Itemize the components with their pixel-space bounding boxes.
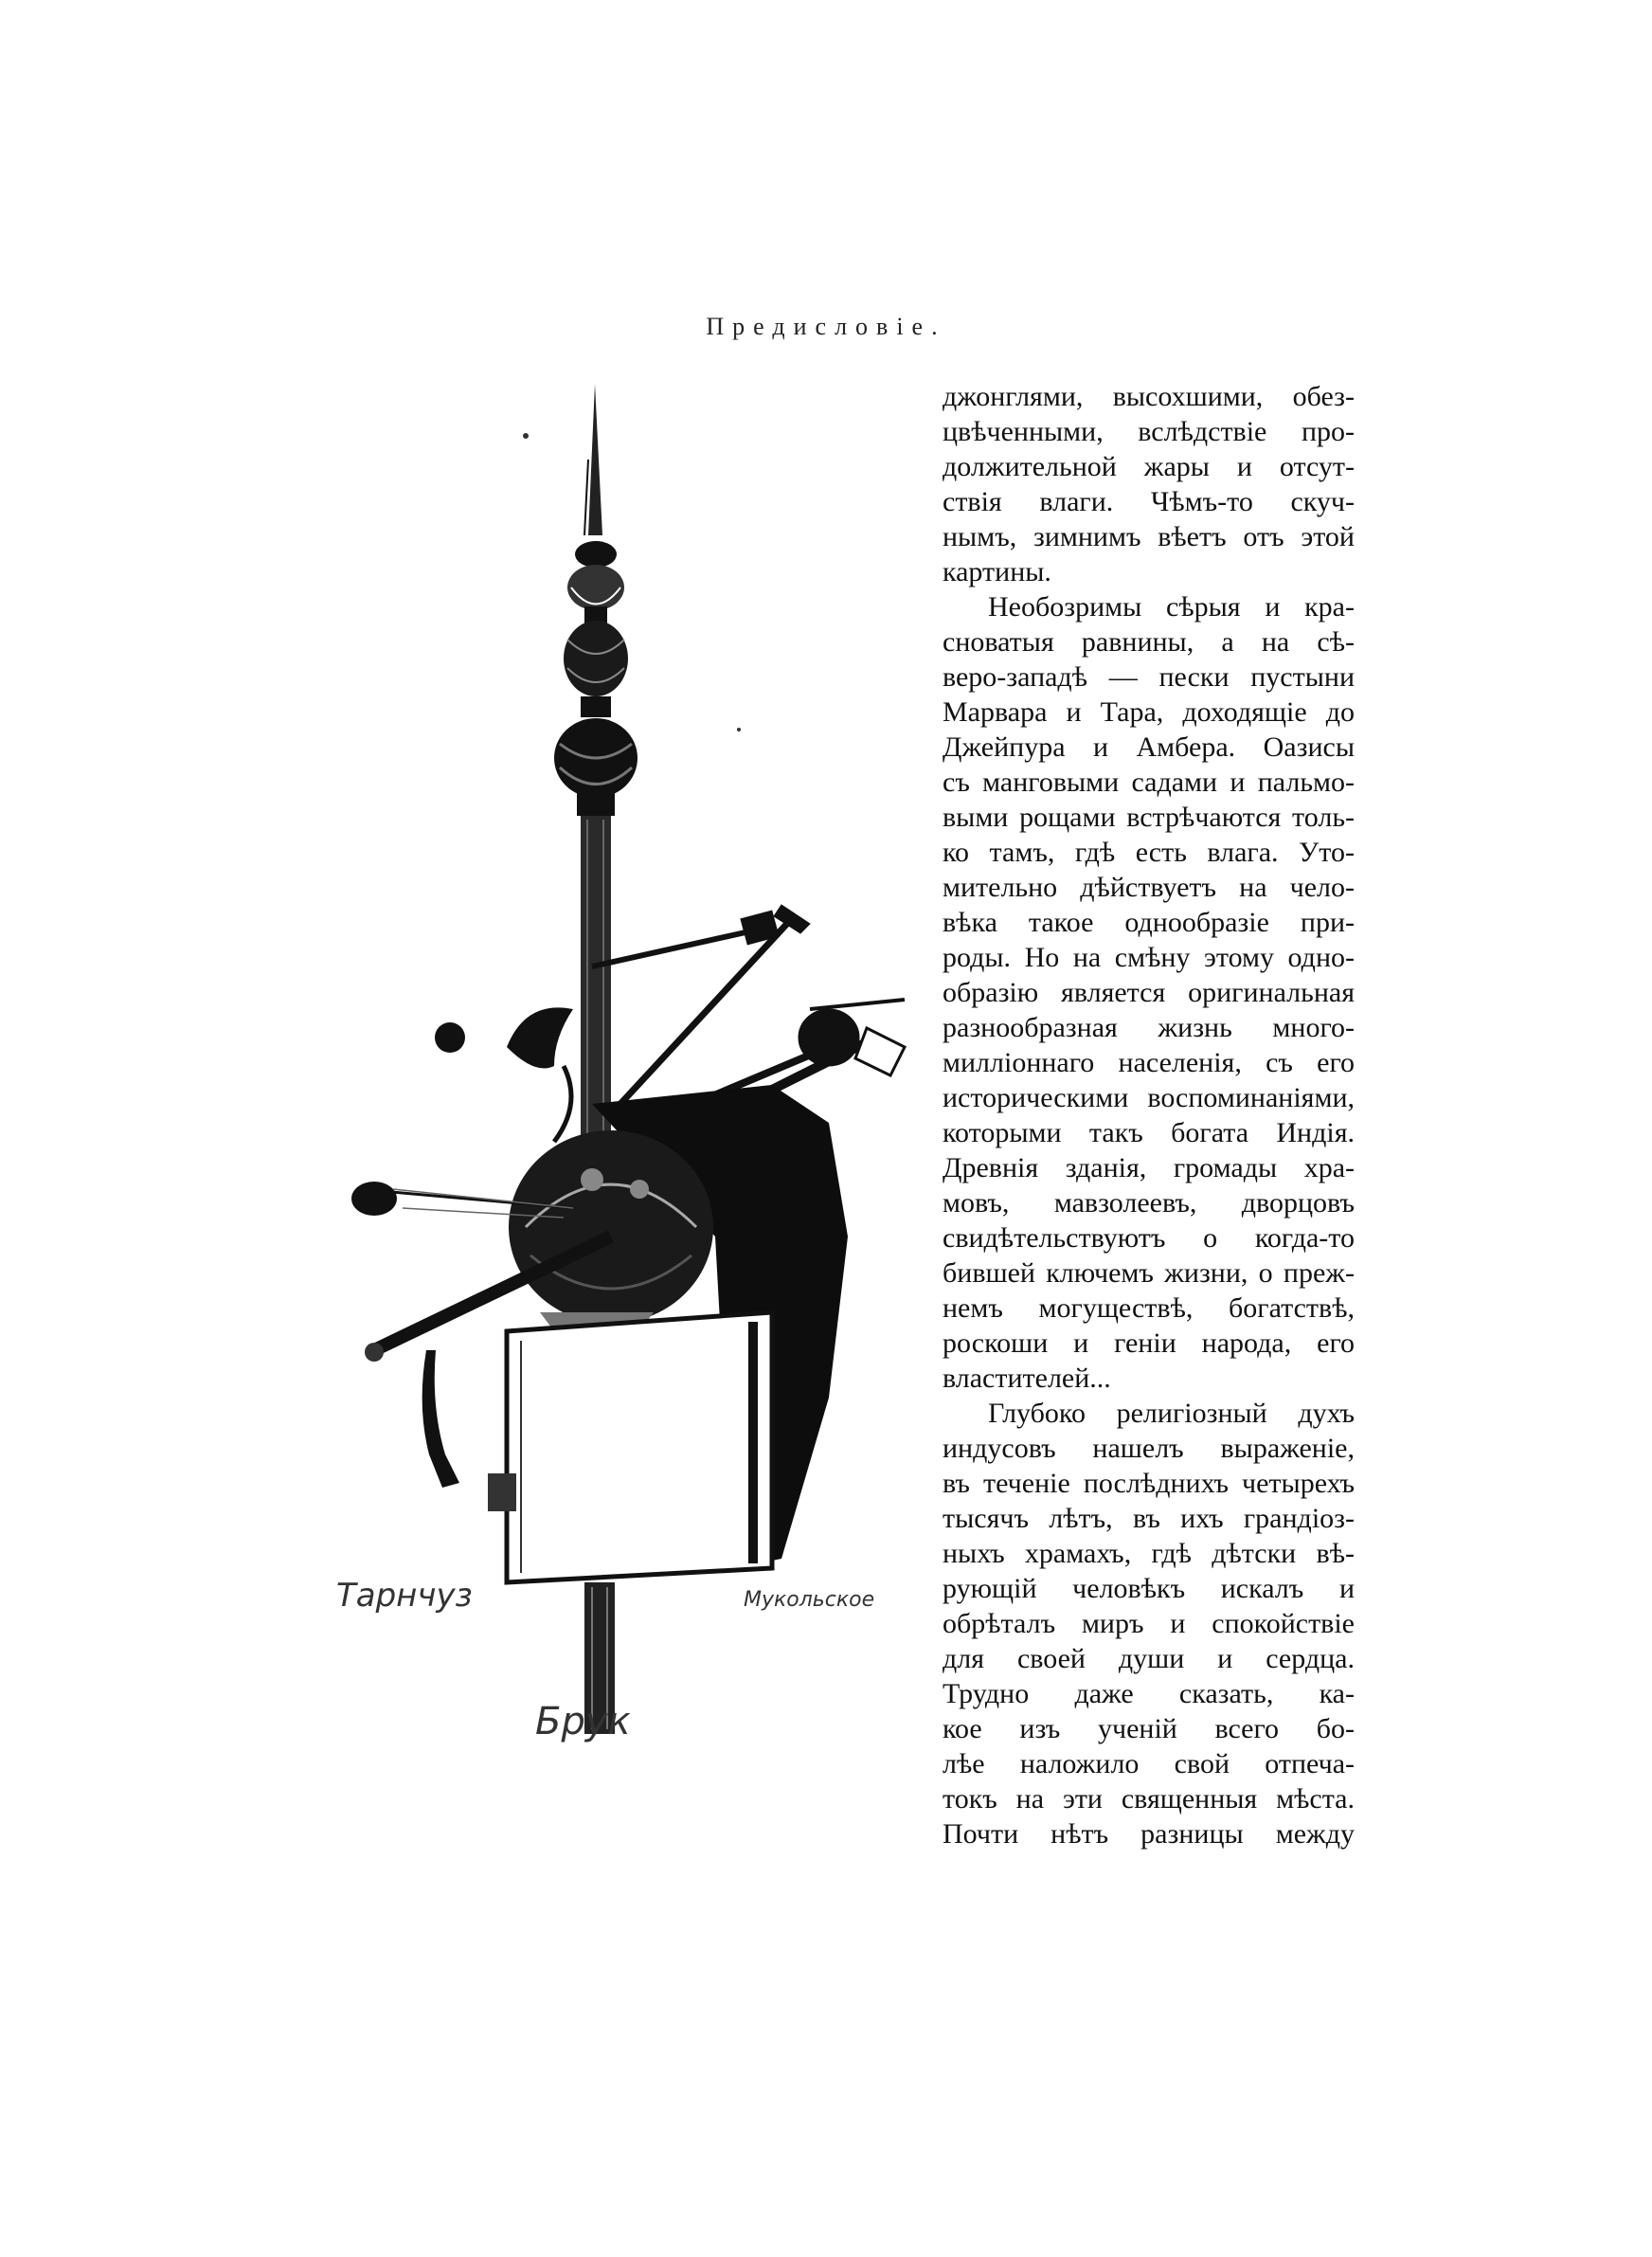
text-line: ныхъ храмахъ, гдѣ дѣтски вѣ- [943,1538,1355,1569]
text-line: разнообразная жизнь много- [943,1012,1355,1043]
axe-icon [435,1007,573,1142]
signature-right: Мукольское [744,1588,875,1612]
indian-weapons-trophy-illustration [336,384,943,1810]
text-line: должительной жары и отсут- [943,451,1355,482]
text-line: Джейпура и Амбера. Оазисы [943,731,1355,763]
text-line: властителей... [943,1363,1111,1394]
text-line: джонглями, высохшими, обез- [943,381,1355,412]
quiver-panel-icon [488,1312,772,1582]
shield-icon [509,1130,713,1324]
signature-left: Тарнчуз [336,1577,473,1615]
paragraph-1 [943,379,1355,589]
text-line: мительно дѣйствуетъ на чело- [943,872,1355,903]
text-line: вѣка такое однообразіе при- [943,907,1355,938]
text-line: нымъ, зимнимъ вѣетъ отъ этой [943,521,1355,552]
text-line: милліоннаго населенія, съ его [943,1047,1355,1078]
text-line: веро-западѣ — пески пустыни [943,661,1355,693]
text-line: ко тамъ, гдѣ есть влага. Уто- [943,837,1355,868]
text-line: роскоши и геніи народа, его [943,1327,1355,1359]
body-text-column [943,379,1355,1851]
text-line: образію является оригинальная [943,977,1355,1008]
text-line: Марвара и Тара, доходящіе до [943,696,1355,728]
tassel-icon [422,1350,459,1488]
text-line: историческими воспоминаніями, [943,1082,1355,1113]
text-line: мовъ, мавзолеевъ, дворцовъ [943,1187,1355,1219]
text-line: бившей ключемъ жизни, о преж- [943,1257,1355,1289]
text-line: Почти нѣтъ разницы между [943,1818,1355,1850]
text-line: цвѣченными, вслѣдствіе про- [943,416,1355,447]
text-line: для своей души и сердца. [943,1643,1355,1674]
text-line: обрѣталъ миръ и спокойствіе [943,1608,1355,1639]
spire-tip-icon [588,384,602,535]
text-line: съ манговыми садами и пальмо- [943,767,1355,798]
text-line: которыми такъ богата Индія. [943,1117,1355,1148]
text-line: въ теченіе послѣднихъ четырехъ [943,1468,1355,1499]
text-line: ствія влаги. Чѣмъ-то скуч- [943,486,1355,517]
paragraph-3 [943,1396,1355,1851]
text-line: Древнія зданія, громады хра- [943,1152,1355,1183]
text-line: рующій человѣкъ искалъ и [943,1573,1355,1604]
paragraph-2 [943,589,1355,1396]
text-line: лѣе наложило свой отпеча- [943,1748,1355,1779]
text-line: токъ на эти священныя мѣста. [943,1783,1355,1815]
text-line: выми рощами встрѣчаются толь- [943,802,1355,833]
text-line: Необозримы сѣрыя и кра- [988,591,1355,623]
text-line: картины. [943,556,1051,587]
page-title: Предисловіе. [706,313,946,340]
text-line: Трудно даже сказать, ка- [943,1678,1355,1709]
text-line: Глубоко религіозный духъ [988,1398,1355,1429]
text-line: кое изъ ученій всего бо- [943,1713,1355,1744]
text-line: сноватыя равнины, а на сѣ- [943,626,1355,658]
text-line: индусовъ нашелъ выраженіе, [943,1433,1355,1464]
finial-icon [554,541,637,816]
signature-center: Брук [535,1700,631,1743]
text-line: немъ могуществѣ, богатствѣ, [943,1292,1355,1324]
text-line: роды. Но на смѣну этому одно- [943,942,1355,973]
text-line: свидѣтельствуютъ о когда-то [943,1222,1355,1254]
text-line: тысячъ лѣтъ, въ ихъ грандіоз- [943,1503,1355,1534]
